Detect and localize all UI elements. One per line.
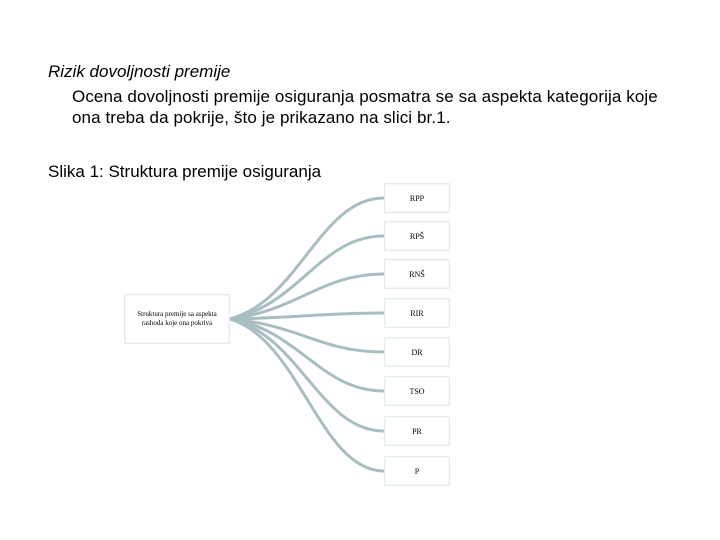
node-pr: PR (384, 416, 450, 446)
node-rpp: RPP (384, 183, 450, 213)
paragraph: Ocena dovoljnosti premije osiguranja posmatra se sa aspekta kategorija koje ona treba da pokrije, što je prikazano na slici br.1. (72, 87, 658, 127)
node-rns: RNŠ (384, 259, 450, 289)
node-rir: RIR (384, 298, 450, 328)
connector-rps (230, 236, 384, 319)
figure-caption: Slika 1: Struktura premije osiguranja (48, 162, 322, 181)
node-dr: DR (384, 337, 450, 367)
connector-lines (230, 198, 384, 471)
node-p: P (384, 456, 450, 486)
node-rps: RPŠ (384, 221, 450, 251)
connector-rpp (230, 198, 384, 319)
heading: Rizik dovoljnosti premije (48, 62, 231, 81)
root-node: Struktura premije sa aspekta rashoda koje ona pokriva (124, 294, 230, 344)
node-tso: TSO (384, 376, 450, 406)
connector-p (230, 319, 384, 471)
